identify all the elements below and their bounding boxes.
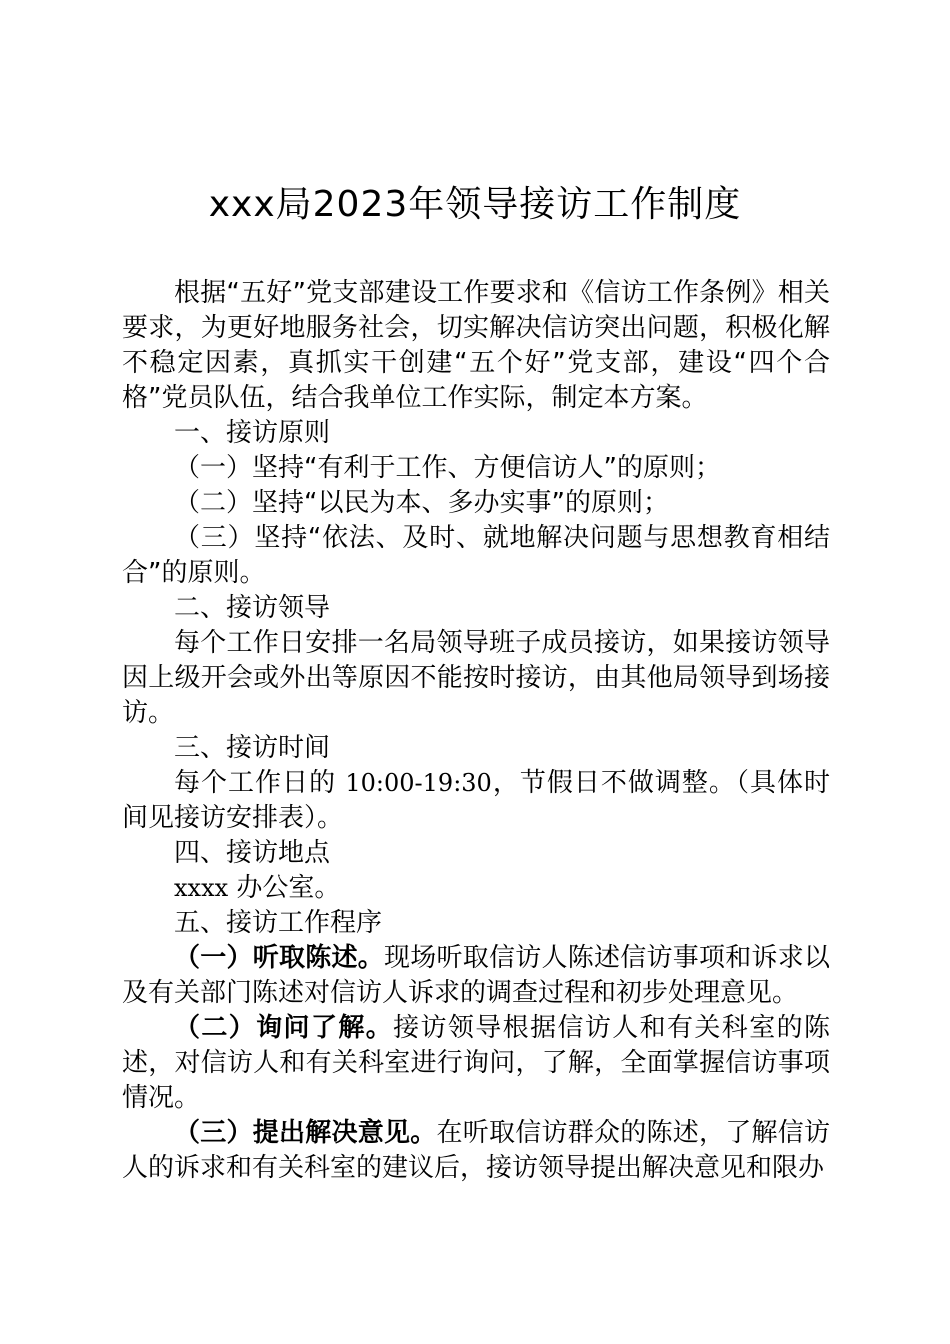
principle-item-3: （三）坚持“依法、及时、就地解决问题与思想教育相结合”的原则。 bbox=[122, 523, 830, 588]
document-body bbox=[122, 276, 830, 1186]
procedure-step-3-text: 在听取信访群众的陈述，了解信访人的诉求和有关科室的建议后，接访领导提出解决意见和限办 bbox=[122, 1118, 830, 1183]
leaders-paragraph: 每个工作日安排一名局领导班子成员接访，如果接访领导因上级开会或外出等原因不能按时接访，由其他局领导到场接访。 bbox=[122, 628, 830, 728]
procedure-step-1-text: 现场听取信访人陈述信访事项和诉求以及有关部门陈述对信访人诉求的调查过程和初步处理意见。 bbox=[122, 943, 830, 1008]
intro-paragraph: 根据“五好”党支部建设工作要求和《信访工作条例》相关要求，为更好地服务社会，切实解决信访突出问题，积极化解不稳定因素，真抓实干创建“五个好”党支部，建设“四个合格”党员队伍，结合我单位工作实际，制定本方案。 bbox=[122, 278, 830, 413]
section-heading-place: 四、接访地点 bbox=[174, 838, 331, 868]
procedure-step-3 bbox=[122, 1116, 830, 1186]
place-code: xxxx bbox=[174, 874, 229, 902]
procedure-step-1-label: （一）听取陈述。 bbox=[174, 943, 384, 973]
document-title: xxx局2023年领导接访工作制度 bbox=[208, 184, 742, 225]
procedure-step-2-text: 接访领导根据信访人和有关科室的陈述，对信访人和有关科室进行询问，了解，全面掌握信访事项情况。 bbox=[122, 1013, 830, 1113]
principle-item-1: （一）坚持“有利于工作、方便信访人”的原则； bbox=[174, 453, 721, 483]
section-heading-procedure: 五、接访工作程序 bbox=[174, 908, 383, 938]
place-paragraph bbox=[122, 871, 830, 906]
section-heading-leaders: 二、接访领导 bbox=[174, 593, 331, 623]
section-heading-time: 三、接访时间 bbox=[174, 733, 331, 763]
section-heading-principles: 一、接访原则 bbox=[174, 418, 331, 448]
procedure-step-1 bbox=[122, 941, 830, 1011]
time-prefix: 每个工作日的 bbox=[174, 768, 337, 798]
time-suffix: ，节假日不做调整。（具体时间见接访安排表）。 bbox=[122, 768, 830, 833]
principle-item-2: （二）坚持“以民为本、多办实事”的原则； bbox=[174, 488, 669, 518]
time-range: 10:00-19:30 bbox=[345, 769, 492, 797]
procedure-step-2-label: （二）询问了解。 bbox=[174, 1013, 394, 1043]
time-paragraph bbox=[122, 766, 830, 836]
procedure-step-3-label: （三）提出解决意见。 bbox=[174, 1118, 437, 1148]
place-text: 办公室。 bbox=[236, 873, 341, 903]
procedure-step-2 bbox=[122, 1011, 830, 1116]
